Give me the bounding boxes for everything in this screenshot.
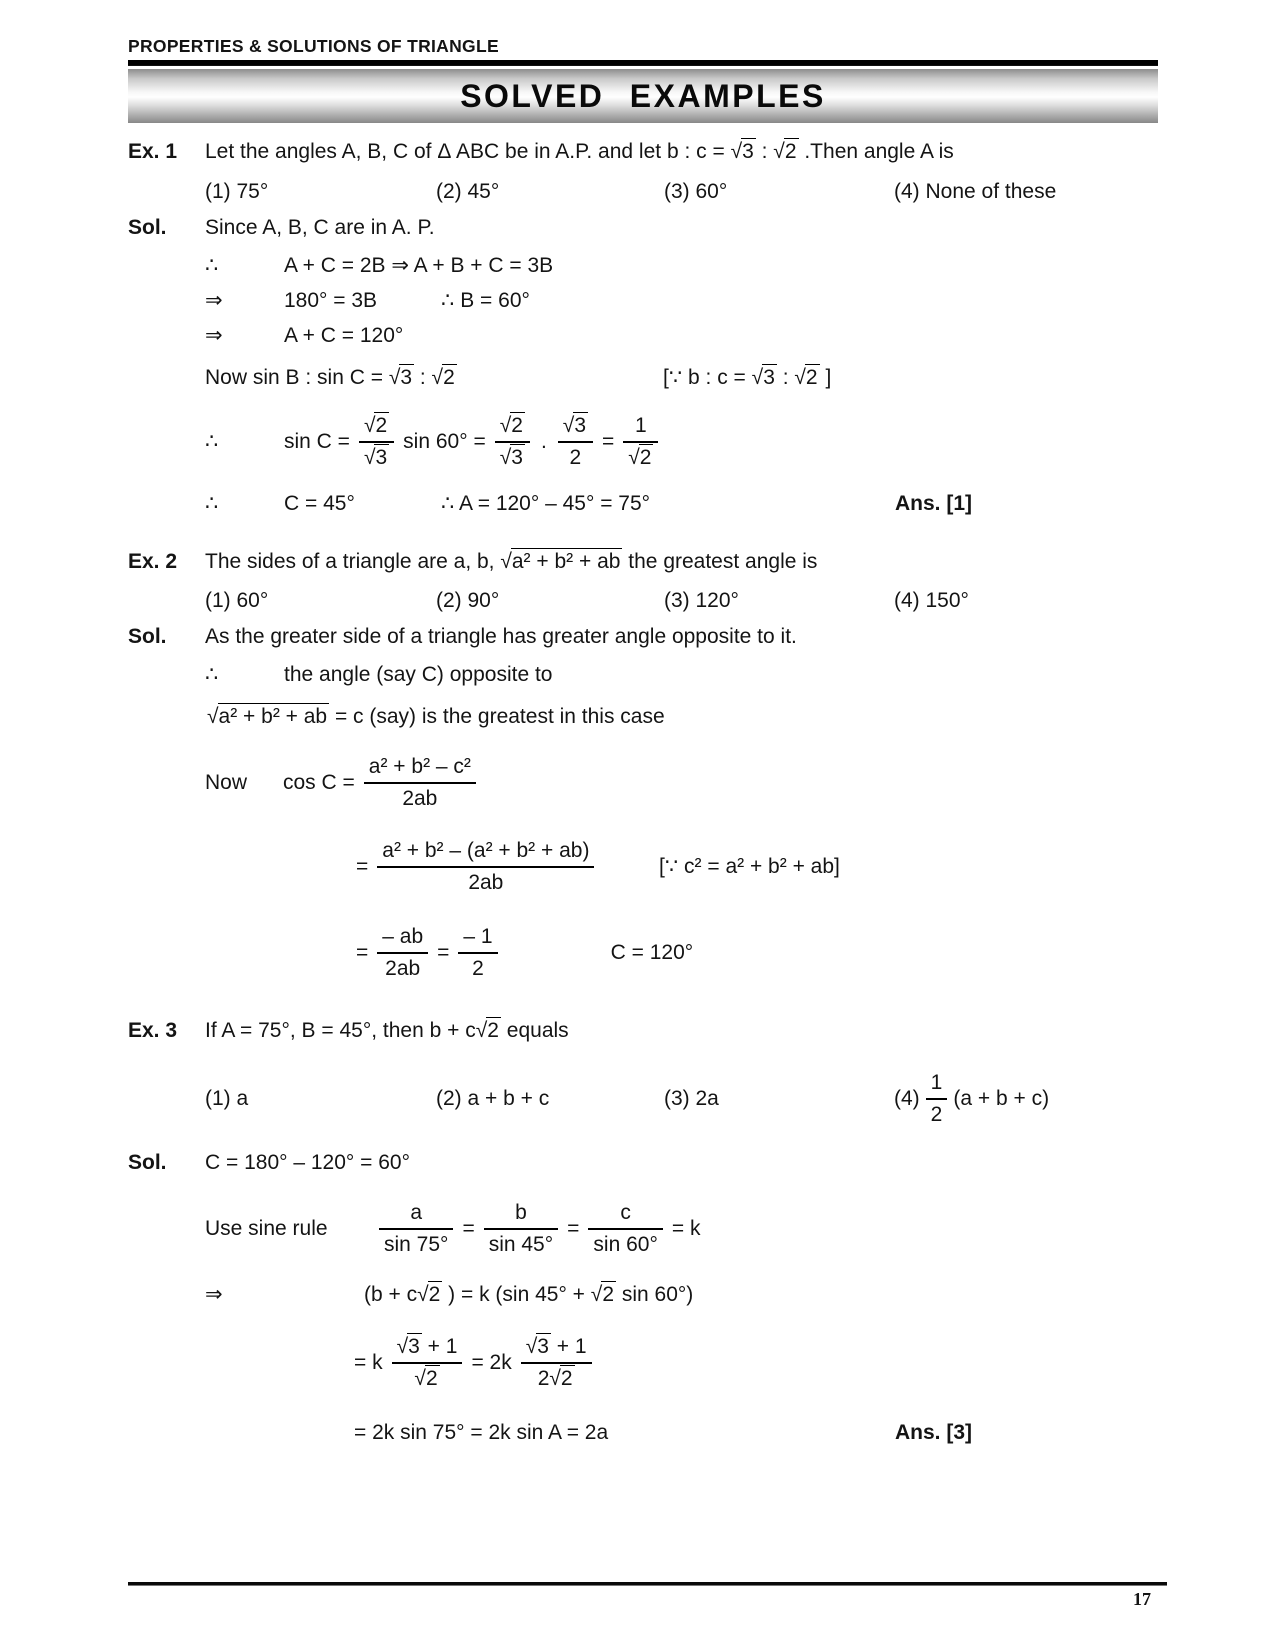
therefore-symbol: ∴ [205, 663, 219, 686]
radical-sign: √ [562, 414, 574, 437]
therefore-symbol: ∴ [205, 254, 219, 277]
fraction [364, 754, 476, 812]
equals-sign: = [462, 1217, 475, 1240]
numerator [521, 1334, 592, 1364]
radical-sign: √ [431, 366, 443, 389]
answer-badge: Ans. [1] [895, 492, 973, 515]
denominator [495, 443, 530, 471]
ex1-sol-line2 [205, 253, 1158, 279]
ex3-option-3: (3) 2a [664, 1087, 719, 1110]
equation-text [207, 704, 665, 730]
ex1-sol-line1: Since A, B, C are in A. P. [205, 216, 435, 239]
therefore-symbol: ∴ [205, 430, 219, 453]
therefore-symbol: ∴ [205, 492, 219, 515]
denominator: 2 [569, 446, 582, 469]
ex3-sol-line3 [205, 1282, 1158, 1308]
sqrt-2 [364, 412, 389, 437]
ex1-sol-line3 [205, 288, 1158, 314]
numerator: – 1 [458, 924, 497, 954]
ex3-sol-label: Sol. [128, 1151, 167, 1174]
fraction [377, 838, 594, 896]
fraction [377, 924, 428, 982]
radical-sign: √ [475, 1019, 487, 1042]
ex2-sol-line2 [205, 662, 1158, 688]
ex1-sol-line7 [205, 491, 1158, 517]
equation-text: ∴ A = 120° – 45° = 75° [441, 492, 651, 515]
radicand: a² + b² + ab [218, 705, 328, 728]
radicand: a² + b² + ab [511, 550, 621, 573]
sqrt-2 [591, 1281, 616, 1306]
ex1-options [205, 179, 1158, 205]
implies-symbol: ⇒ [205, 1283, 223, 1306]
text-segment: The sides of a triangle are a, b, [205, 550, 501, 573]
equation-text: ∴ B = 60° [441, 289, 530, 312]
equation-text: A + C = 120° [284, 324, 404, 347]
banner-title: SOLVED EXAMPLES [460, 78, 826, 114]
ex2-sol-line6 [356, 924, 1158, 982]
ex1-sol-row [128, 215, 1158, 241]
text-segment: .Then angle A is [798, 140, 954, 163]
radical-sign: √ [500, 550, 511, 573]
text-segment: : [414, 366, 432, 389]
sqrt-3 [397, 1333, 422, 1358]
sqrt-2 [414, 1365, 439, 1390]
ex3-option-4 [894, 1070, 1158, 1128]
ex3-sol-line5 [354, 1420, 1158, 1446]
radicand: 2 [443, 366, 455, 389]
ex1-sol-line5 [205, 365, 1158, 391]
ex2-option-4: (4) 150° [894, 589, 969, 612]
radical-sign: √ [388, 366, 400, 389]
numerator [558, 413, 593, 443]
equals-sign: = [356, 855, 369, 878]
ex2-label: Ex. 2 [128, 550, 178, 573]
ex2-sol-label: Sol. [128, 625, 167, 648]
radical-sign: √ [207, 705, 218, 728]
sqrt-2 [476, 1017, 501, 1042]
sqrt-3 [731, 138, 756, 163]
text-segment: the greatest angle is [622, 550, 818, 573]
radicand: 2 [428, 1283, 441, 1306]
text-segment: Let the angles A, B, C of Δ ABC be in A.P. and let b : c = [205, 140, 731, 163]
implies-symbol: ⇒ [205, 289, 223, 312]
ex2-option-1: (1) 60° [205, 589, 269, 612]
equation-text: = k [354, 1351, 383, 1374]
ex1-option-2: (2) 45° [436, 180, 500, 203]
radicand: 2 [560, 1367, 573, 1390]
equation-text: Use sine rule [205, 1217, 328, 1240]
sqrt-2 [628, 444, 653, 469]
ex2-sol-line4 [205, 754, 1158, 812]
sqrt-3 [563, 412, 588, 437]
radicand: 3 [511, 446, 523, 469]
equation-text: cos C = [283, 771, 355, 794]
fraction [392, 1334, 463, 1392]
text-segment: If A = 75°, B = 45°, then b + c [205, 1019, 476, 1042]
implies-symbol: ⇒ [205, 324, 223, 347]
radicand: 2 [425, 1367, 438, 1390]
denominator: 2ab [402, 787, 438, 810]
equation-text: = k [671, 1217, 701, 1240]
text-segment: : [755, 140, 774, 163]
equation-text: C = 45° [284, 492, 355, 515]
equation-text: 180° = 3B [284, 289, 378, 312]
text-segment: sin 60°) [616, 1283, 694, 1306]
ex2-question-row [128, 549, 1158, 575]
fraction [558, 413, 593, 471]
denominator [359, 443, 394, 471]
radicand: 2 [639, 446, 652, 469]
text-segment: ] [819, 366, 832, 389]
sqrt-3 [526, 1333, 551, 1358]
sqrt-3 [364, 444, 389, 469]
radicand: 3 [537, 1335, 549, 1358]
numerator: a [379, 1200, 453, 1230]
radical-sign: √ [773, 140, 784, 163]
sqrt-2 [773, 138, 798, 163]
multiplication-dot: . [540, 430, 547, 453]
ex1-option-3: (3) 60° [664, 180, 728, 203]
equation-text: = [602, 430, 615, 453]
text-segment: (4) [894, 1087, 920, 1110]
fraction [484, 1200, 558, 1258]
ex3-options [205, 1070, 1158, 1128]
section-banner [128, 69, 1158, 123]
ex1-sol-label: Sol. [128, 216, 167, 239]
radical-sign: √ [794, 366, 805, 389]
radical-sign: √ [751, 366, 763, 389]
radicand: 2 [784, 140, 797, 163]
ex3-question-row [128, 1018, 1158, 1044]
numerator: 1 [623, 413, 658, 443]
radical-sign: √ [363, 446, 375, 469]
radicand: 3 [400, 366, 413, 389]
equation-text: sin C = [284, 430, 350, 453]
denominator: 2 [930, 1103, 943, 1126]
equation-text [364, 1282, 693, 1308]
text-segment: 2 [537, 1367, 550, 1390]
numerator [392, 1334, 463, 1364]
ex3-option-2: (2) a + b + c [436, 1087, 550, 1110]
ex2-option-3: (3) 120° [664, 589, 739, 612]
radical-sign: √ [396, 1335, 408, 1358]
sqrt-2 [417, 1281, 442, 1306]
denominator: 2ab [385, 957, 421, 980]
sqrt-2 [549, 1365, 574, 1390]
numerator: b [484, 1200, 558, 1230]
fraction [379, 1200, 453, 1258]
ex2-options [205, 588, 1158, 614]
answer-badge: Ans. [3] [895, 1421, 973, 1444]
sqrt-2 [794, 364, 819, 389]
fraction [495, 413, 530, 471]
denominator [623, 443, 658, 471]
equals-sign: = [437, 941, 450, 964]
equation-text: C = 120° [610, 941, 694, 964]
radicand: 3 [742, 140, 754, 163]
text-segment: ) = k (sin 45° + [442, 1283, 591, 1306]
radical-sign: √ [499, 446, 511, 469]
equals-sign: = [567, 1217, 580, 1240]
radicand: 2 [602, 1283, 615, 1306]
numerator: a² + b² – c² [364, 754, 476, 784]
numerator: c [588, 1200, 662, 1230]
ex2-sol-line1: As the greater side of a triangle has greater angle opposite to it. [205, 625, 797, 648]
ex2-sol-line5 [356, 838, 1158, 896]
radical-sign: √ [417, 1283, 428, 1306]
radicand: 2 [805, 366, 818, 389]
ex1-sol-line6 [205, 413, 1158, 471]
denominator [392, 1364, 463, 1392]
radical-sign: √ [628, 446, 639, 469]
radical-sign: √ [590, 1283, 602, 1306]
ex3-sol-line2 [205, 1200, 1158, 1258]
numerator [495, 413, 530, 443]
equation-text: A + C = 2B ⇒ A + B + C = 3B [284, 254, 554, 277]
equals-sign: = [356, 941, 369, 964]
sqrt-3 [752, 364, 777, 389]
radical-sign: √ [414, 1367, 425, 1390]
ex2-question [205, 549, 817, 575]
ex2-option-2: (2) 90° [436, 589, 500, 612]
fraction [359, 413, 394, 471]
text-segment: + 1 [421, 1335, 458, 1358]
radicand: 3 [408, 1335, 420, 1358]
numerator: a² + b² – (a² + b² + ab) [377, 838, 594, 868]
running-title: PROPERTIES & SOLUTIONS OF TRIANGLE [128, 36, 499, 56]
ex3-option-1: (1) a [205, 1087, 249, 1110]
denominator: 2ab [468, 871, 504, 894]
sqrt-expression [207, 703, 329, 728]
sqrt-expression [500, 548, 622, 573]
text-segment: [∵ b : c = [663, 366, 752, 389]
denominator: sin 45° [488, 1233, 554, 1256]
ex1-option-1: (1) 75° [205, 180, 269, 203]
text-segment: : [776, 366, 795, 389]
ex2-sol-row [128, 624, 1158, 650]
text-segment: Now sin B : sin C = [205, 366, 389, 389]
text-segment: + 1 [550, 1335, 587, 1358]
radical-sign: √ [730, 140, 742, 163]
radicand: 2 [511, 414, 523, 437]
ex1-label: Ex. 1 [128, 140, 178, 163]
denominator: 2 [472, 957, 484, 980]
radical-sign: √ [363, 414, 375, 437]
footer [128, 1582, 1167, 1610]
ex1-option-4: (4) None of these [894, 180, 1057, 203]
sqrt-3 [500, 444, 525, 469]
radicand: 3 [375, 446, 388, 469]
fraction [926, 1070, 948, 1128]
numerator: 1 [926, 1070, 948, 1100]
ex3-sol-row [128, 1150, 1158, 1176]
text-segment: (a + b + c) [953, 1087, 1050, 1110]
ex3-label: Ex. 3 [128, 1019, 178, 1042]
ex2-sol-line3 [207, 704, 1158, 730]
ex1-question-row [128, 139, 1158, 165]
fraction [458, 924, 497, 982]
denominator: sin 60° [593, 1233, 658, 1256]
equation-text [205, 365, 457, 391]
sqrt-2 [432, 364, 457, 389]
numerator [359, 413, 394, 443]
side-note [663, 365, 831, 391]
fraction [588, 1200, 662, 1258]
ex1-question [205, 139, 954, 165]
denominator [521, 1364, 592, 1392]
radicand: 2 [375, 414, 388, 437]
denominator: sin 75° [384, 1233, 449, 1256]
fraction [521, 1334, 592, 1392]
radical-sign: √ [499, 414, 511, 437]
ex3-question [205, 1018, 569, 1044]
radical-sign: √ [549, 1367, 560, 1390]
equation-text: the angle (say C) opposite to [284, 663, 553, 686]
title-rule [128, 60, 1158, 66]
radicand: 3 [763, 366, 775, 389]
radical-sign: √ [525, 1335, 537, 1358]
ex3-sol-line1: C = 180° – 120° = 60° [205, 1151, 411, 1174]
radicand: 3 [574, 414, 586, 437]
footer-rule [128, 1582, 1167, 1586]
sqrt-2 [500, 412, 525, 437]
ex3-sol-line4 [354, 1334, 1158, 1392]
side-note: [∵ c² = a² + b² + ab] [659, 855, 840, 878]
page-content [128, 36, 1158, 1446]
equation-text: sin 60° = [403, 430, 486, 453]
equation-text: = 2k [471, 1351, 512, 1374]
radicand: 2 [487, 1019, 499, 1042]
equation-text: Now [205, 771, 248, 794]
text-segment: (b + c [364, 1283, 418, 1306]
sqrt-3 [389, 364, 414, 389]
ex1-sol-line4 [205, 323, 1158, 349]
text-segment: equals [500, 1019, 569, 1042]
numerator: – ab [377, 924, 428, 954]
equation-text: = 2k sin 75° = 2k sin A = 2a [354, 1421, 609, 1444]
page-number: 17 [1133, 1589, 1151, 1609]
fraction [623, 413, 658, 471]
text-segment: = c (say) is the greatest in this case [329, 705, 665, 728]
